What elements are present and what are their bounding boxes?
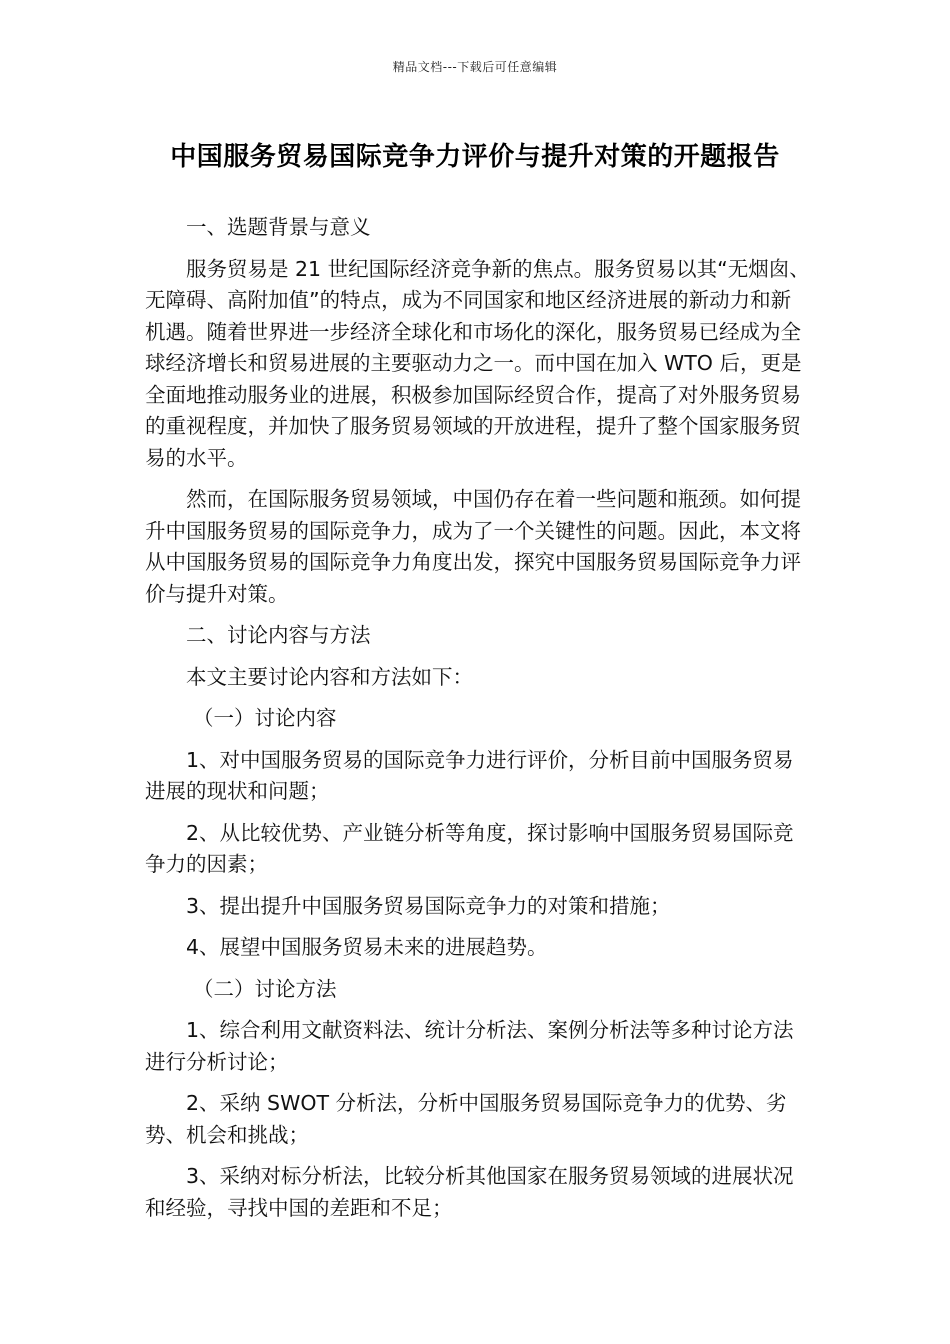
list-item: 2、从比较优势、产业链分析等角度，探讨影响中国服务贸易国际竞争力的因素；	[145, 820, 794, 876]
subheading-research-content: （一）讨论内容	[193, 706, 337, 730]
document-title: 中国服务贸易国际竞争力评价与提升对策的开题报告	[170, 142, 780, 172]
paragraph-background: 服务贸易是 21 世纪国际经济竞争新的焦点。服务贸易以其“无烟囱、无障碍、高附加值”的特点，成为不同国家和地区经济进展的新动力和新机遇。随着世界进一步经济全球化和市场化的深化，服务贸易已经成为全球经济增长和贸易进展的主要驱动力之一。而中国在加入 WTO 后，更是全面地推动服务业的进展，积极参加国际经贸合作，提高了对外服务贸易的重视程度，并加快了服务贸易领域的开放进程，提升了整个国家服务贸易的水平。	[145, 256, 810, 470]
section-heading-research: 二、讨论内容与方法	[186, 623, 371, 647]
header-note: 精品文档---下载后可任意编辑	[392, 60, 558, 74]
paragraph-research-intro: 本文主要讨论内容和方法如下：	[186, 664, 473, 689]
list-item: 3、采纳对标分析法，比较分析其他国家在服务贸易领域的进展状况和经验，寻找中国的差距和不足；	[145, 1164, 794, 1220]
section-heading-background: 一、选题背景与意义	[186, 215, 371, 239]
paragraph-problem: 然而，在国际服务贸易领域，中国仍存在着一些问题和瓶颈。如何提升中国服务贸易的国际竞争力，成为了一个关键性的问题。因此，本文将从中国服务贸易的国际竞争力角度出发，探究中国服务贸易国际竞争力评价与提升对策。	[145, 487, 801, 606]
list-item: 4、展望中国服务贸易未来的进展趋势。	[186, 935, 548, 959]
list-item: 3、提出提升中国服务贸易国际竞争力的对策和措施；	[186, 893, 671, 918]
list-item: 1、综合利用文献资料法、统计分析法、案例分析法等多种讨论方法进行分析讨论；	[145, 1018, 794, 1074]
list-item: 1、对中国服务贸易的国际竞争力进行评价，分析目前中国服务贸易进展的现状和问题；	[145, 747, 794, 803]
document-body	[145, 212, 810, 1234]
subheading-research-method: （二）讨论方法	[193, 976, 337, 1001]
list-item: 2、采纳 SWOT 分析法，分析中国服务贸易国际竞争力的优势、劣势、机会和挑战；	[145, 1091, 787, 1147]
